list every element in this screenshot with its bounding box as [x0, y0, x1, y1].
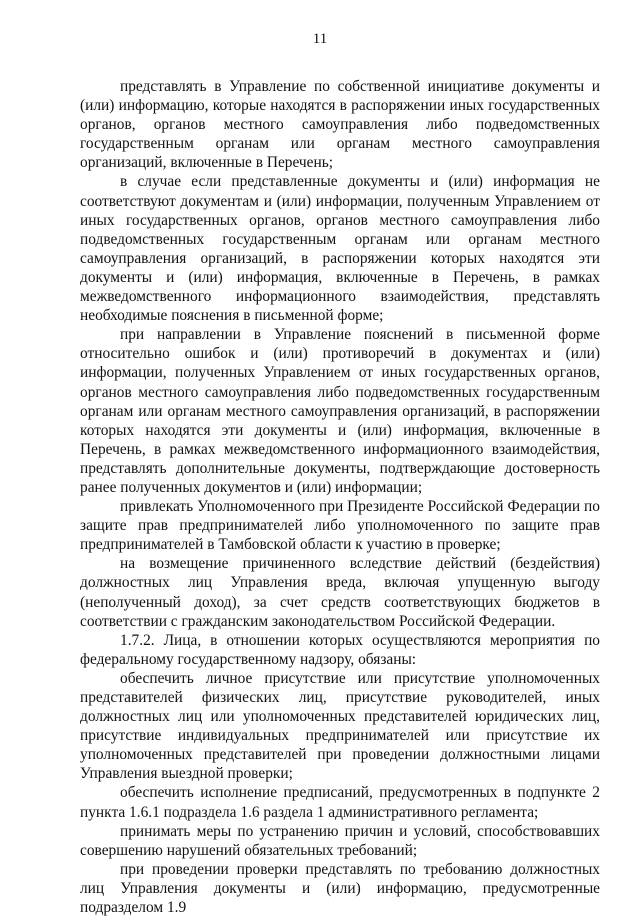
paragraph: представлять в Управление по собственной инициативе документы и (или) информацию, которые находятся в распоряжении иных государственных органов, органов местного самоуправления либо подведомственных государственным органам или органам местного самоуправления организаций, включенные в Перечень;	[80, 78, 600, 172]
paragraph: на возмещение причиненного вследствие действий (бездействия) должностных лиц Управления вреда, включая упущенную выгоду (неполученный доход), за счет средств соответствующих бюджетов в соответствии с гражданским законодательством Российской Федерации.	[80, 555, 600, 630]
paragraph: обеспечить исполнение предписаний, предусмотренных в подпункте 2 пункта 1.6.1 подраздела 1.6 раздела 1 административного регламента;	[80, 784, 600, 821]
document-body	[80, 77, 600, 917]
paragraph: 1.7.2. Лица, в отношении которых осуществляются мероприятия по федеральному государственному надзору, обязаны:	[80, 631, 600, 668]
paragraph: обеспечить личное присутствие или присутствие уполномоченных представителей физических лиц, присутствие руководителей, иных должностных лиц или уполномоченных представителей юридических лиц, присутствие индивидуальных предпринимателей или присутствие их уполномоченных представителей при проведении должностными лицами Управления выездной проверки;	[80, 669, 600, 783]
paragraph: при направлении в Управление пояснений в письменной форме относительно ошибок и (или) противоречий в документах и (или) информации, полученных Управлением от иных государственных органов, органов местного самоуправления либо подведомственных государственным органам или органам местного самоуправления организаций, в распоряжении которых находятся эти документы и (или) информация, включенные в Перечень, в рамках межведомственного информационного взаимодействия, представлять дополнительные документы, подтверждающие достоверность ранее полученных документов и (или) информации;	[80, 326, 600, 496]
page-number: 11	[312, 31, 328, 47]
paragraph: привлекать Уполномоченного при Президенте Российской Федерации по защите прав предпринимателей либо уполномоченного по защите прав предпринимателей в Тамбовской области к участию в проверке;	[80, 498, 600, 554]
paragraph: в случае если представленные документы и (или) информация не соответствуют документам и (или) информации, полученным Управлением от иных государственных органов, органов местного самоуправления либо подведомственных государственным органам или органам местного самоуправления организаций, в распоряжении которых находятся эти документы и (или) информация, включенные в Перечень, в рамках межведомственного информационного взаимодействия, представлять необходимые пояснения в письменной форме;	[80, 173, 600, 325]
paragraph: при проведении проверки представлять по требованию должностных лиц Управления документы и (или) информацию, предусмотренные подразделом 1.9	[80, 860, 600, 917]
paragraph: принимать меры по устранению причин и условий, способствовавших совершению нарушений обязательных требований;	[80, 822, 600, 859]
